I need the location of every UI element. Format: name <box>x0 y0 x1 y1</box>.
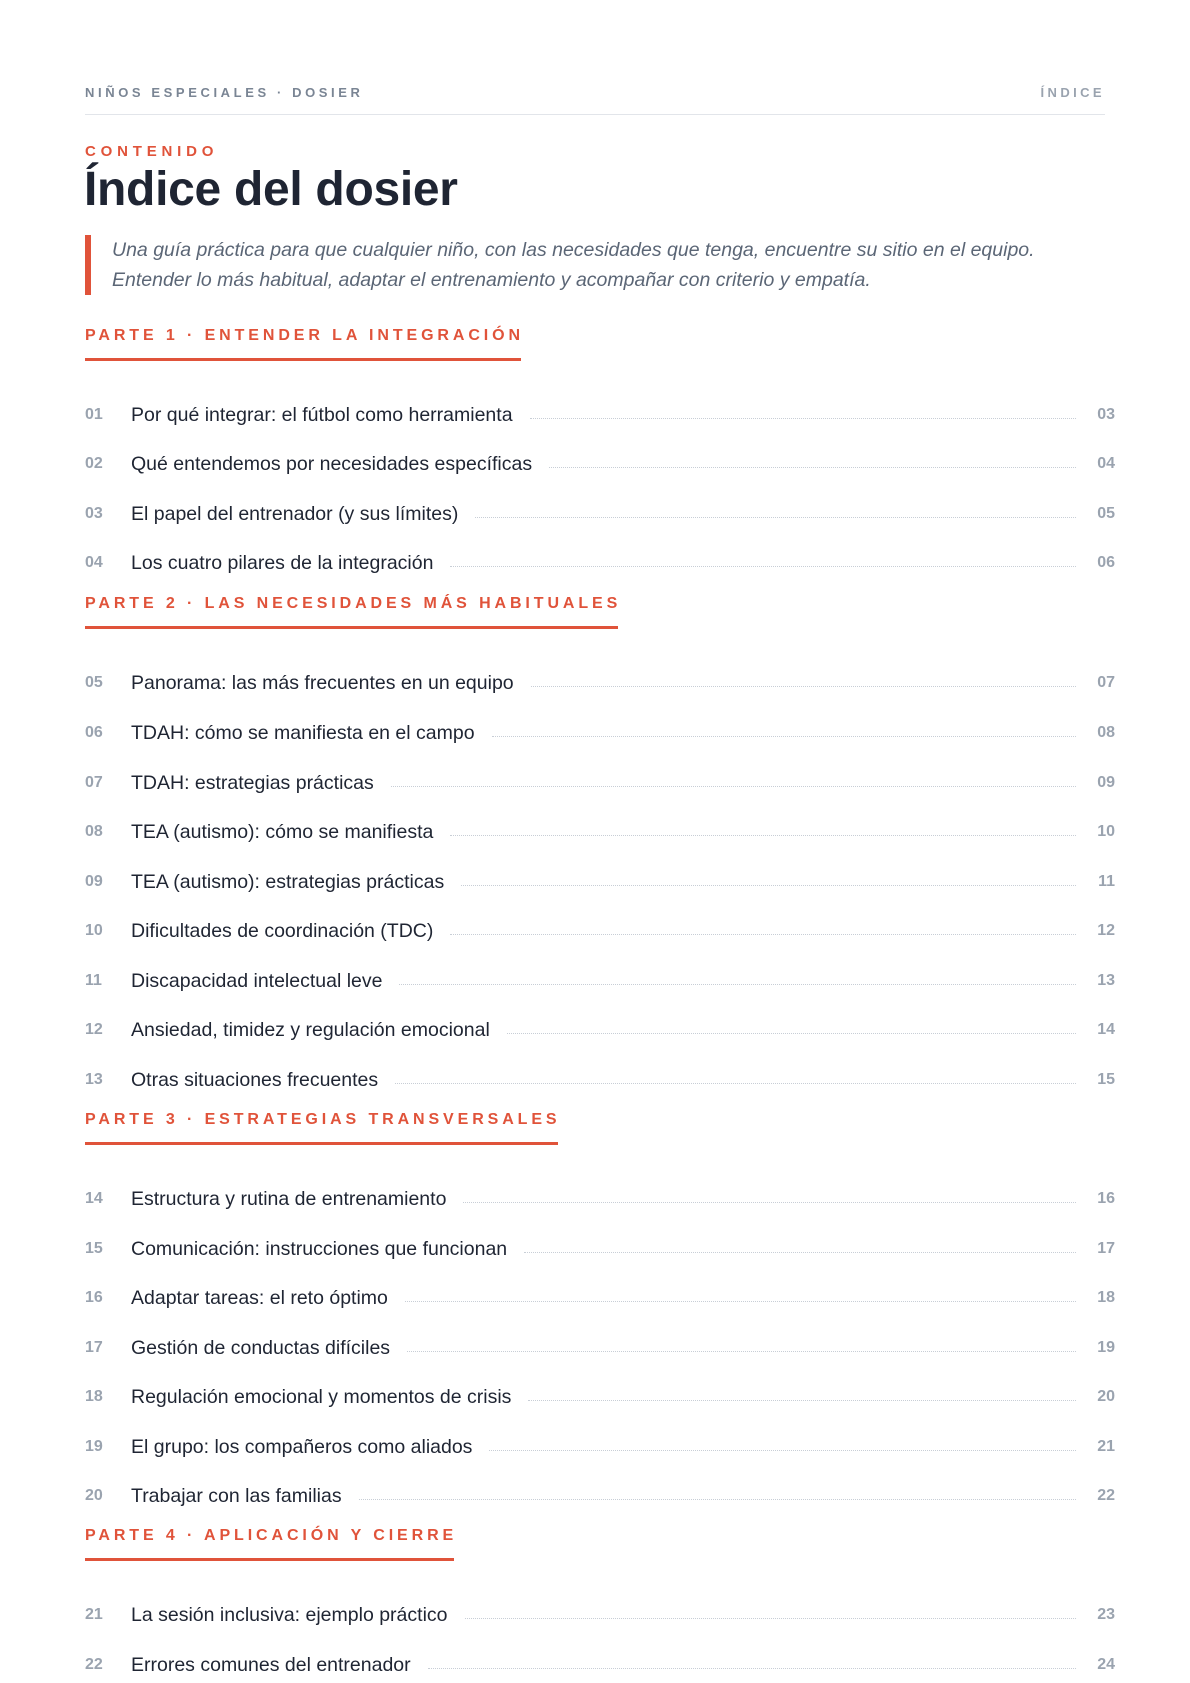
entry-page: 07 <box>1097 674 1115 691</box>
dot-leader <box>391 786 1076 787</box>
dot-leader <box>475 517 1076 518</box>
entry-page: 12 <box>1097 922 1115 939</box>
entry-page: 19 <box>1097 1339 1115 1356</box>
entry-title: TEA (autismo): estrategias prácticas <box>131 870 445 893</box>
toc-entry-01[interactable] <box>85 400 1115 430</box>
entry-page: 11 <box>1098 873 1115 890</box>
entry-number: 08 <box>85 823 103 840</box>
entry-page: 06 <box>1097 554 1115 571</box>
lead-line-1: Una guía práctica para que cualquier niño, con las necesidades que tenga, encuentre su sitio en el equipo. <box>112 239 1035 261</box>
entry-number: 09 <box>85 873 103 890</box>
toc-entry-21[interactable] <box>85 1600 1115 1630</box>
part-heading-1 <box>85 318 524 361</box>
entry-number: 16 <box>85 1289 103 1306</box>
dot-leader <box>450 934 1076 935</box>
entry-title: La sesión inclusiva: ejemplo práctico <box>131 1603 448 1626</box>
toc-entry-04[interactable] <box>85 548 1115 578</box>
dot-leader <box>524 1252 1076 1253</box>
page-kicker: CONTENIDO <box>85 143 219 160</box>
entry-page: 10 <box>1097 823 1115 840</box>
toc-entry-05[interactable] <box>85 668 1115 698</box>
toc-entry-10[interactable] <box>85 916 1115 946</box>
entry-number: 17 <box>85 1339 103 1356</box>
dot-leader <box>492 736 1076 737</box>
lead-line-2: Entender lo más habitual, adaptar el entrenamiento y acompañar con criterio y empatía. <box>112 269 871 291</box>
entry-number: 14 <box>85 1190 103 1207</box>
entry-title: Discapacidad intelectual leve <box>131 969 383 992</box>
running-header-title: NIÑOS ESPECIALES · DOSIER <box>85 85 364 100</box>
part-title: PARTE 3 · ESTRATEGIAS TRANSVERSALES <box>85 1111 561 1128</box>
entry-number: 06 <box>85 724 103 741</box>
entry-title: TEA (autismo): cómo se manifiesta <box>131 820 434 843</box>
toc-entry-13[interactable] <box>85 1065 1115 1095</box>
dot-leader <box>359 1499 1076 1500</box>
dot-leader <box>461 885 1076 886</box>
entry-title: El grupo: los compañeros como aliados <box>131 1435 473 1458</box>
toc-entry-20[interactable] <box>85 1481 1115 1511</box>
part-heading-4 <box>85 1518 458 1561</box>
entry-page: 15 <box>1097 1071 1115 1088</box>
entry-number: 22 <box>85 1656 103 1673</box>
entry-number: 12 <box>85 1021 103 1038</box>
dot-leader <box>399 984 1076 985</box>
entry-number: 05 <box>85 674 103 691</box>
entry-page: 20 <box>1097 1388 1115 1405</box>
toc-entry-18[interactable] <box>85 1382 1115 1412</box>
entry-title: El papel del entrenador (y sus límites) <box>131 502 459 525</box>
entry-number: 21 <box>85 1606 103 1623</box>
entry-title: Qué entendemos por necesidades específicas <box>131 452 533 475</box>
entry-title: Ansiedad, timidez y regulación emocional <box>131 1018 490 1041</box>
dot-leader <box>395 1083 1076 1084</box>
entry-page: 17 <box>1097 1240 1115 1257</box>
toc-entry-06[interactable] <box>85 718 1115 748</box>
entry-title: Errores comunes del entrenador <box>131 1653 411 1676</box>
entry-number: 13 <box>85 1071 103 1088</box>
part-title: PARTE 1 · ENTENDER LA INTEGRACIÓN <box>85 327 524 344</box>
entry-title: TDAH: estrategias prácticas <box>131 771 374 794</box>
entry-title: Los cuatro pilares de la integración <box>131 551 434 574</box>
entry-title: Gestión de conductas difíciles <box>131 1336 391 1359</box>
entry-page: 03 <box>1097 406 1115 423</box>
entry-title: Regulación emocional y momentos de crisis <box>131 1385 512 1408</box>
entry-number: 02 <box>85 455 103 472</box>
entry-page: 05 <box>1097 505 1115 522</box>
toc-entry-02[interactable] <box>85 449 1115 479</box>
entry-number: 20 <box>85 1487 103 1504</box>
dot-leader <box>465 1618 1077 1619</box>
entry-page: 13 <box>1097 972 1115 989</box>
dot-leader <box>450 835 1076 836</box>
toc-entry-12[interactable] <box>85 1015 1115 1045</box>
entry-number: 19 <box>85 1438 103 1455</box>
toc-entry-14[interactable] <box>85 1184 1115 1214</box>
entry-number: 07 <box>85 774 103 791</box>
toc-entry-09[interactable] <box>85 867 1115 897</box>
entry-title: Por qué integrar: el fútbol como herramienta <box>131 403 513 426</box>
toc-entry-17[interactable] <box>85 1333 1115 1363</box>
dot-leader <box>489 1450 1076 1451</box>
entry-number: 03 <box>85 505 103 522</box>
toc-entry-19[interactable] <box>85 1432 1115 1462</box>
entry-title: Trabajar con las familias <box>131 1484 342 1507</box>
toc-entry-22[interactable] <box>85 1650 1115 1680</box>
entry-title: Otras situaciones frecuentes <box>131 1068 379 1091</box>
entry-page: 22 <box>1097 1487 1115 1504</box>
entry-page: 18 <box>1097 1289 1115 1306</box>
dot-leader <box>463 1202 1076 1203</box>
part-heading-2 <box>85 586 622 629</box>
running-header <box>85 84 1105 115</box>
entry-number: 11 <box>85 972 102 989</box>
dot-leader <box>507 1033 1076 1034</box>
entry-page: 14 <box>1097 1021 1115 1038</box>
page-title: Índice del dosier <box>84 163 458 216</box>
running-header-section: ÍNDICE <box>1040 85 1105 100</box>
toc-entry-16[interactable] <box>85 1283 1115 1313</box>
part-title: PARTE 4 · APLICACIÓN Y CIERRE <box>85 1527 458 1544</box>
entry-number: 10 <box>85 922 103 939</box>
entry-title: Dificultades de coordinación (TDC) <box>131 919 434 942</box>
part-title: PARTE 2 · LAS NECESIDADES MÁS HABITUALES <box>85 595 622 612</box>
entry-page: 08 <box>1097 724 1115 741</box>
toc-entry-08[interactable] <box>85 817 1115 847</box>
dot-leader <box>405 1301 1076 1302</box>
entry-page: 04 <box>1097 455 1115 472</box>
entry-title: Panorama: las más frecuentes en un equipo <box>131 671 514 694</box>
entry-page: 21 <box>1097 1438 1115 1455</box>
entry-page: 24 <box>1097 1656 1115 1673</box>
toc-entry-15[interactable] <box>85 1234 1115 1264</box>
entry-title: Adaptar tareas: el reto óptimo <box>131 1286 388 1309</box>
toc-entry-03[interactable] <box>85 499 1115 529</box>
dot-leader <box>407 1351 1076 1352</box>
toc-entry-11[interactable] <box>85 966 1115 996</box>
entry-title: TDAH: cómo se manifiesta en el campo <box>131 721 475 744</box>
entry-title: Comunicación: instrucciones que funcionan <box>131 1237 508 1260</box>
dot-leader <box>531 686 1076 687</box>
dot-leader <box>428 1668 1076 1669</box>
entry-number: 04 <box>85 554 103 571</box>
dot-leader <box>530 418 1076 419</box>
entry-title: Estructura y rutina de entrenamiento <box>131 1187 447 1210</box>
dot-leader <box>450 566 1076 567</box>
dot-leader <box>549 467 1076 468</box>
entry-page: 16 <box>1097 1190 1115 1207</box>
dot-leader <box>528 1400 1076 1401</box>
entry-page: 23 <box>1097 1606 1115 1623</box>
entry-number: 15 <box>85 1240 103 1257</box>
entry-number: 18 <box>85 1388 103 1405</box>
entry-number: 01 <box>85 406 103 423</box>
lead-quote <box>85 235 1152 295</box>
toc-entry-07[interactable] <box>85 768 1115 798</box>
part-heading-3 <box>85 1102 561 1145</box>
entry-page: 09 <box>1097 774 1115 791</box>
